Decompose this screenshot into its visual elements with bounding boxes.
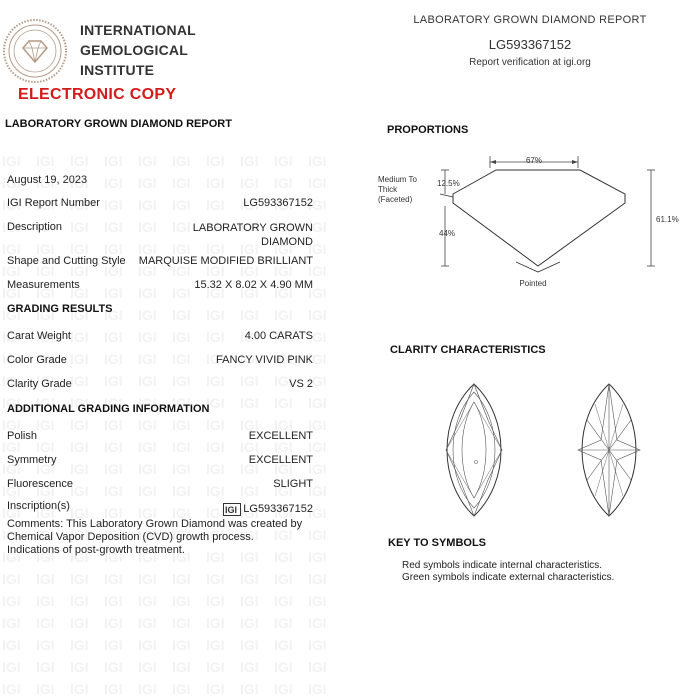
verification-link[interactable]: Report verification at igi.org xyxy=(469,57,591,68)
field-value: LG593367152 xyxy=(243,197,313,209)
field-value: VS 2 xyxy=(289,378,313,390)
fluorescence-row xyxy=(7,478,313,496)
report-date: August 19, 2023 xyxy=(7,174,88,186)
field-value: EXCELLENT xyxy=(248,454,313,466)
crown-height-percent: 12.5% xyxy=(437,179,460,188)
description-line-1: LABORATORY GROWN xyxy=(192,222,313,234)
org-line-3: INSTITUTE xyxy=(80,62,155,78)
total-depth-percent: 61.1% xyxy=(656,215,679,224)
marquise-pavilion-diagram xyxy=(565,380,655,520)
report-number: LG593367152 xyxy=(488,37,572,52)
org-line-1: INTERNATIONAL xyxy=(80,22,196,38)
table-percent: 67% xyxy=(525,156,543,165)
key-to-symbols-text xyxy=(402,560,614,584)
field-value: FANCY VIVID PINK xyxy=(216,354,313,366)
marquise-crown-diagram xyxy=(430,380,520,520)
inscription-value xyxy=(223,500,313,518)
report-title-right: LABORATORY GROWN DIAMOND REPORT xyxy=(413,14,647,26)
igi-inscription-logo xyxy=(223,503,241,516)
electronic-copy-label: ELECTRONIC COPY xyxy=(18,86,177,103)
pavilion-depth-percent: 44% xyxy=(439,229,456,238)
grading-results-heading: GRADING RESULTS xyxy=(7,303,113,315)
field-label: Description xyxy=(7,221,63,233)
field-label: Color Grade xyxy=(7,354,67,366)
report-title-left: LABORATORY GROWN DIAMOND REPORT xyxy=(5,118,232,130)
inscription-text: LG593367152 xyxy=(243,503,313,515)
culet-label: Pointed xyxy=(519,279,547,288)
report-date-row xyxy=(7,174,313,192)
description-row xyxy=(7,221,313,251)
symmetry-row xyxy=(7,454,313,472)
key-external: Green symbols indicate external characteristics. xyxy=(402,572,615,583)
inscription-row xyxy=(7,500,313,518)
field-value: 15.32 X 8.02 X 4.90 MM xyxy=(194,279,313,291)
description-line-2: DIAMOND xyxy=(261,236,313,248)
girdle-label-2: Thick xyxy=(378,185,398,194)
carat-row xyxy=(7,330,313,348)
field-label: Measurements xyxy=(7,279,80,291)
field-value xyxy=(193,221,313,251)
field-value: SLIGHT xyxy=(273,478,313,490)
key-internal: Red symbols indicate internal characteristics. xyxy=(402,560,603,571)
key-to-symbols-heading: KEY TO SYMBOLS xyxy=(388,537,487,549)
org-line-2: GEMOLOGICAL xyxy=(80,42,188,58)
field-label: Clarity Grade xyxy=(7,378,72,390)
shape-row xyxy=(7,255,313,273)
color-row xyxy=(7,354,313,372)
proportions-heading: PROPORTIONS xyxy=(387,124,469,136)
field-label: Shape and Cutting Style xyxy=(7,255,126,267)
field-label: Fluorescence xyxy=(7,478,74,490)
proportions-profile-diagram xyxy=(370,148,680,294)
igi-seal-logo xyxy=(2,18,68,84)
field-value: MARQUISE MODIFIED BRILLIANT xyxy=(138,255,313,267)
field-label: Inscription(s) xyxy=(7,500,70,512)
field-value: 4.00 CARATS xyxy=(244,330,313,342)
igi-number-row xyxy=(7,197,313,215)
additional-info-heading: ADDITIONAL GRADING INFORMATION xyxy=(7,403,210,415)
clarity-row xyxy=(7,378,313,396)
field-label: Carat Weight xyxy=(7,330,71,342)
measurements-row xyxy=(7,279,313,297)
girdle-label-1: Medium To xyxy=(378,175,417,184)
org-name xyxy=(80,20,196,80)
svg-text:IGI: IGI xyxy=(225,504,238,515)
comments xyxy=(7,518,317,557)
field-label: Symmetry xyxy=(7,454,57,466)
comments-text: Comments: This Laboratory Grown Diamond was created by Chemical Vapor Deposition (CVD) growth process. xyxy=(7,518,303,543)
polish-row xyxy=(7,430,313,448)
field-label: Polish xyxy=(7,430,37,442)
comments-treatment: Indications of post-growth treatment. xyxy=(7,544,185,556)
field-label: IGI Report Number xyxy=(7,197,100,209)
girdle-label-3: (Faceted) xyxy=(378,195,413,204)
field-value: EXCELLENT xyxy=(248,430,313,442)
clarity-heading: CLARITY CHARACTERISTICS xyxy=(390,344,546,356)
